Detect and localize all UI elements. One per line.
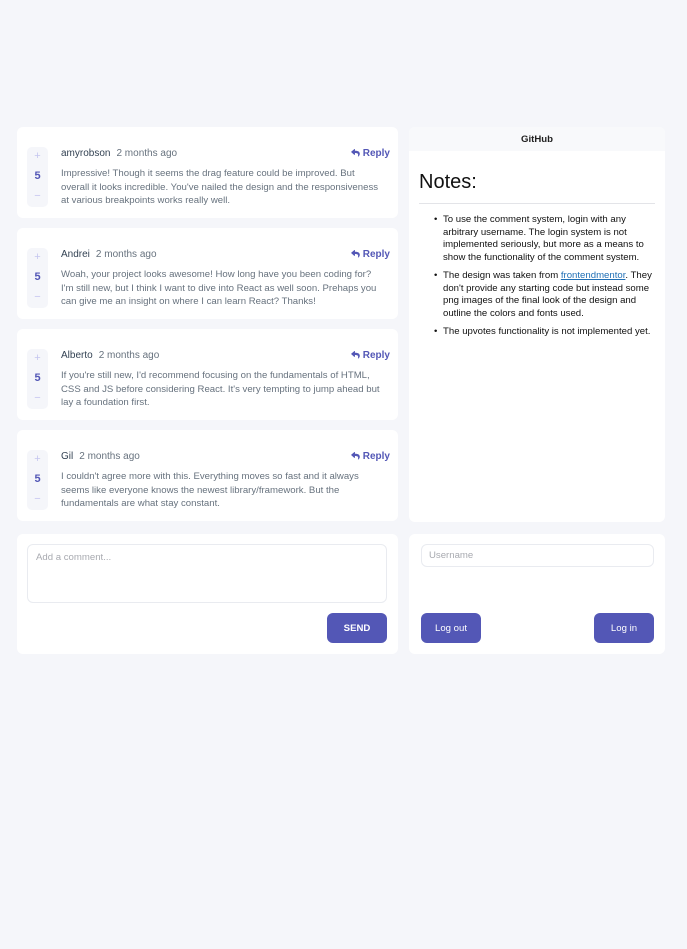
reply-arrow-icon [351,250,360,258]
notes-item: • To use the comment system, login with any arbitrary username. The login system is not implemented seriously, but more as a means to show the functionality of the comment system. [434,214,659,265]
comment-body: If you're still new, I'd recommend focusing on the fundamentals of HTML, CSS and JS before considering React. It's very tempting to jump ahead but lay a foundation first. [61,370,380,408]
frontendmentor-link[interactable]: frontendmentor [560,269,626,281]
upvote-button[interactable]: + [34,352,41,364]
notes-item: • The upvotes functionality is not implemented yet. [434,326,659,339]
downvote-button[interactable]: − [34,493,41,505]
vote-score: 5 [34,473,41,485]
notes-item-suffix: . They don't provide any starting code but instead some png images of the final look of the design and outline the colors and fonts used. [443,269,652,319]
vote-widget [27,450,48,510]
comment-card [17,228,398,319]
reply-button[interactable] [351,451,390,462]
login-button[interactable]: Log in [594,613,654,643]
comment-username: amyrobson [61,147,111,159]
notes-list [434,214,659,338]
downvote-button[interactable]: − [34,190,41,202]
comment-header [61,247,390,261]
comment-timestamp: 2 months ago [79,450,140,462]
comment-list [17,127,398,531]
upvote-button[interactable]: + [34,453,41,465]
vote-widget [27,147,48,207]
reply-button[interactable] [351,350,390,361]
comment-composer [17,534,398,654]
vote-score: 5 [34,170,41,182]
username-input[interactable] [421,544,654,567]
vote-widget [27,349,48,409]
vote-score: 5 [34,271,41,283]
notes-panel [409,127,665,522]
comment-timestamp: 2 months ago [98,349,160,361]
reply-arrow-icon [351,351,360,359]
downvote-button[interactable]: − [34,291,41,303]
comment-card [17,329,398,420]
comment-timestamp: 2 months ago [116,147,178,159]
reply-label: Reply [362,248,390,260]
comment-header [61,449,390,463]
reply-arrow-icon [351,452,360,460]
reply-label: Reply [362,450,390,462]
logout-button[interactable]: Log out [421,613,481,643]
notes-title: Notes: [419,171,655,204]
comment-body: I couldn't agree more with this. Everything moves so fast and it always seems like everyone knows the newest library/framework. But the fundamentals are what stay constant. [61,471,359,509]
comment-username: Alberto [61,349,93,361]
reply-button[interactable] [351,249,390,260]
comment-input[interactable] [27,544,387,603]
auth-panel [409,534,665,654]
comment-card [17,430,398,521]
send-button[interactable]: SEND [327,613,387,643]
reply-label: Reply [362,349,390,361]
reply-arrow-icon [351,149,360,157]
reply-label: Reply [362,147,390,159]
comment-timestamp: 2 months ago [95,248,157,260]
upvote-button[interactable]: + [34,150,41,162]
comment-header [61,348,390,362]
comment-username: Andrei [61,248,90,260]
github-link[interactable]: GitHub [409,127,665,151]
notes-item-prefix: The design was taken from [443,269,561,281]
upvote-button[interactable]: + [34,251,41,263]
notes-item [434,270,659,321]
vote-widget [27,248,48,308]
vote-score: 5 [34,372,41,384]
comment-body: Woah, your project looks awesome! How long have you been coding for? I'm still new, but I think I want to dive into React as well soon. Prehaps you can give me an insight on where I can learn React? Thanks! [61,269,377,307]
comment-card [17,127,398,218]
reply-button[interactable] [351,148,390,159]
downvote-button[interactable]: − [34,392,41,404]
comment-username: Gil [61,450,74,462]
comment-body: Impressive! Though it seems the drag feature could be improved. But overall it looks incredible. You've nailed the design and the responsiveness at various breakpoints works really well. [61,168,379,206]
comment-header [61,146,390,160]
